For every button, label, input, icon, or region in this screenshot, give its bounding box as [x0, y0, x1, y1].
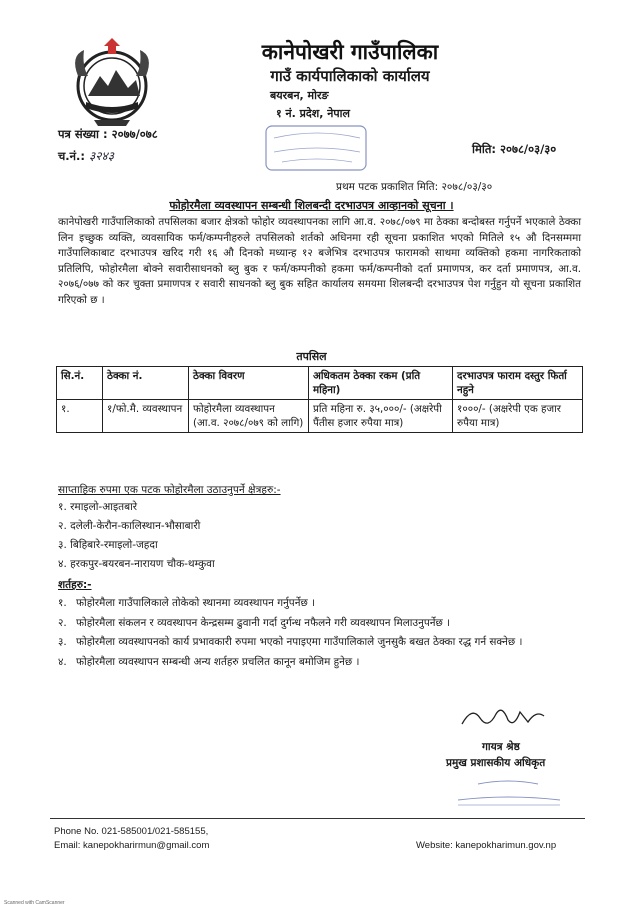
office-stamp-icon — [262, 108, 372, 172]
weekly-collection-heading: साप्ताहिक रुपमा एक पटक फोहोरमैला उठाउनुपर्ने क्षेत्रहरु:- — [58, 484, 281, 496]
list-item: २. दलेली-केरौन-कालिस्थान-भौसाबारी — [58, 520, 201, 532]
signatory-name: गायत्र श्रेष्ठ — [482, 741, 520, 753]
condition-text: फोहोरमैला व्यवस्थापनको कार्य प्रभावकारी रुपमा भएको नपाइएमा गाउँपालिकाले जुनसुकै बखत ठेक्का रद्ध गर्न सक्नेछ । — [76, 636, 523, 648]
list-item — [58, 616, 586, 632]
condition-number: २. — [58, 616, 67, 629]
table-header-cell: ठेक्का नं. — [103, 367, 189, 400]
collection-area-list — [58, 500, 215, 576]
table-cell: १/फो.मै. व्यवस्थापन — [103, 400, 189, 433]
reference-value: २०७७/०७८ — [111, 127, 158, 141]
footer-website: Website: kanepokharimun.gov.np — [416, 840, 557, 851]
notice-title-text: फोहोरमैला व्यवस्थापन सम्बन्धी शिलबन्दी दरभाउपत्र आव्हानको सूचना । — [169, 199, 454, 212]
address-line-2: १ नं. प्रदेश, नेपाल — [276, 107, 350, 120]
issue-date — [472, 142, 556, 157]
table-header-cell: दरभाउपत्र फाराम दस्तुर फिर्ता नहुने — [453, 367, 583, 400]
dispatch-number — [58, 147, 114, 164]
table-cell: फोहोरमैला व्यवस्थापन (आ.व. २०७८/०७९ को लागि) — [189, 400, 309, 433]
table-header-cell: सि.नं. — [57, 367, 103, 400]
list-item — [58, 655, 586, 671]
signature-icon — [458, 700, 548, 730]
conditions-list — [58, 596, 586, 674]
footer-email: Email: kanepokharirmun@gmail.com — [54, 840, 210, 851]
signatory-title: प्रमुख प्रशासकीय अधिकृत — [446, 757, 546, 769]
list-item — [58, 596, 586, 612]
table-cell: १. — [57, 400, 103, 433]
table-header-row — [57, 367, 583, 400]
tender-table — [56, 366, 583, 433]
table-header-cell: ठेक्का विवरण — [189, 367, 309, 400]
table-header-cell: अधिकतम ठेक्का रकम (प्रति महिना) — [309, 367, 453, 400]
first-published-date: प्रथम पटक प्रकाशित मिति: २०७८/०३/३० — [336, 181, 493, 193]
reference-label: पत्र संख्या : — [58, 127, 108, 141]
list-item: ४. हरकपुर-बयरबन-नारायण चौक-थम्कुवा — [58, 558, 215, 570]
list-item: ३. बिहिबारे-रमाइलो-जहदा — [58, 539, 158, 551]
dispatch-label: च.नं.: — [58, 149, 86, 163]
date-label: मिति: — [472, 142, 496, 156]
list-item: १. रमाइलो-आइतबारे — [58, 501, 138, 513]
date-value: २०७८/०३/३० — [500, 142, 557, 156]
footer-divider — [50, 818, 585, 819]
table-cell: १०००/- (अक्षरेपी एक हजार रुपैया मात्र) — [453, 400, 583, 433]
notice-body: कानेपोखरी गाउँपालिकाको तपसिलका बजार क्षेत्रको फोहोर व्यवस्थापनका लागि आ.व. २०७८/०७९ मा ठेक्का बन्दोबस्त गर्नुपर्ने भएकाले ठेक्का लिन इच्छुक व्यक्ति, व्यवसायिक फर्म/कम्पनीहरुले तपसिलको शर्तको अधिनमा रही सूचना प्रकाशित भएको मितिले १५ औ दिनसम्ममा गाउँपालिकाबाट दरभाउपत्र खरिद गरी १६ औ दिनको मध्यान्ह १२ बजेभित्र दरभाउपत्र फारामको साथमा व्यक्तिको हकमा नागरिकताको प्रतिलिपि, फोहोरमैला बोक्ने सवारीसाधनको ब्लु बुक र फर्म/कम्पनीको हकमा फर्म/कम्पनीको दर्ता प्रमाणपत्र, कर दर्ता प्रमाणपत्र, आ.व. २०७६/०७७ को कर चुक्ता प्रमाणपत्र र सवारी साधनको ब्लु बुक सहित कार्यालय समयमा शिलबन्दी दरभाउपत्र पेश गर्नुहुन यो सूचना प्रकाशित गरिएको छ । — [58, 216, 581, 306]
designation-stamp-icon — [448, 774, 568, 810]
notice-title — [0, 198, 623, 213]
condition-text: फोहोरमैला गाउँपालिकाले तोकेको स्थानमा व्यवस्थापन गर्नुपर्नेछ । — [76, 597, 316, 609]
scanner-watermark: Scanned with CamScanner — [4, 900, 65, 906]
reference-number — [58, 127, 158, 142]
schedule-label: तपसिल — [296, 350, 327, 363]
conditions-heading: शर्तहरु:- — [58, 579, 92, 591]
dispatch-value: ३२४३ — [89, 149, 115, 163]
condition-text: फोहोरमैला व्यवस्थापन सम्बन्धी अन्य शर्तहरु प्रचलित कानून बमोजिम हुनेछ । — [76, 655, 360, 668]
nepal-emblem-icon — [64, 36, 160, 128]
condition-text: फोहोरमैला संकलन र व्यवस्थापन केन्द्रसम्म ढुवानी गर्दा दुर्गन्ध नफैलने गरी व्यवस्थापन मिलाउनुपर्नेछ । — [76, 616, 451, 629]
footer-phone: Phone No. 021-585001/021-585155, — [54, 826, 209, 837]
list-item — [58, 635, 586, 651]
condition-number: ३. — [58, 636, 67, 648]
address-line-1: बयरबन, मोरङ — [270, 89, 329, 102]
table-cell: प्रति महिना रु. ३५,०००/- (अक्षरेपी पैंतीस हजार रुपैया मात्र) — [309, 400, 453, 433]
org-name: कानेपोखरी गाउँपालिका — [261, 40, 439, 64]
table-row — [57, 400, 583, 433]
condition-number: ४. — [58, 655, 67, 668]
office-name: गाउँ कार्यपालिकाको कार्यालय — [270, 67, 430, 85]
condition-number: १. — [58, 597, 67, 609]
